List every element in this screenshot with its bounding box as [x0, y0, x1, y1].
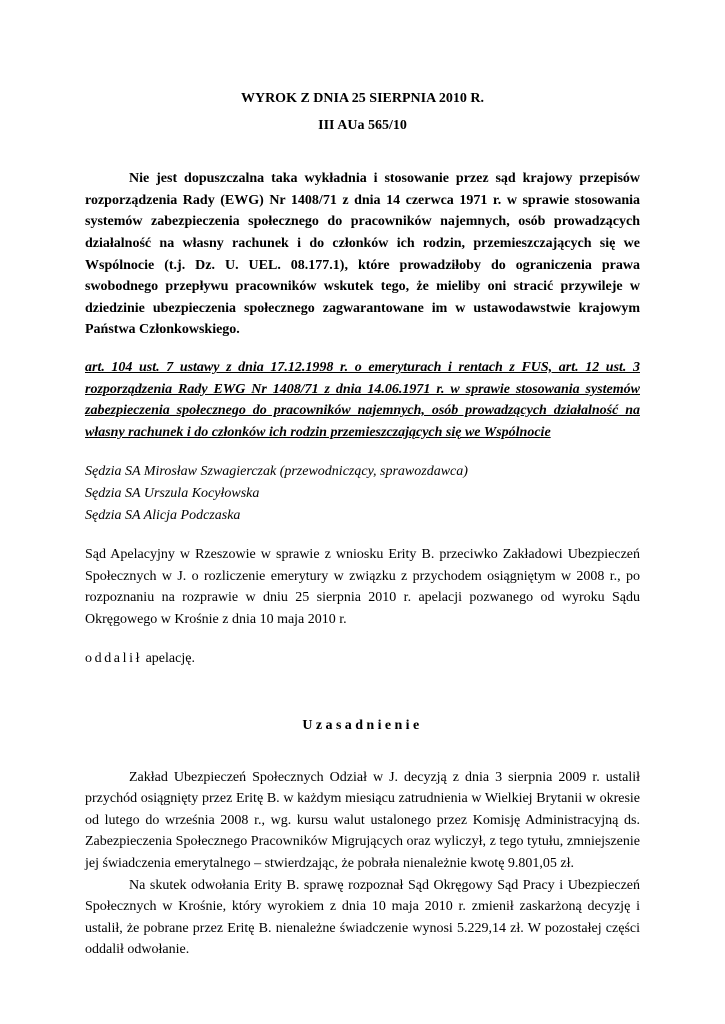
thesis-paragraph: Nie jest dopuszczalna taka wykładnia i stosowanie przez sąd krajowy przepisów rozporządzenia Rady (EWG) Nr 1408/71 z dnia 14 czerwca 1971 r. w sprawie stosowania systemów zabezpieczenia społecznego do pracowników najemnych, osób prowadzących działalność na własny rachunek i do członków ich rodzin, przemieszczających się we Wspólnocie (t.j. Dz. U. UEL. 08.177.1), które prowadziłoby do ograniczenia prawa swobodnego przepływu pracowników wskutek tego, że mieliby oni stracić przywileje w dziedzinie ubezpieczenia społecznego zagwarantowane im w ustawodawstwie krajowym Państwa Członkowskiego. [85, 171, 640, 338]
judge-member: Sędzia SA Alicja Podczaska [85, 507, 241, 523]
justification-heading: Uzasadnienie [302, 718, 423, 734]
judgment-title: WYROK Z DNIA 25 SIERPNIA 2010 R. [240, 91, 485, 106]
judges-list [85, 461, 640, 526]
case-number: III AUa 565/10 [318, 117, 407, 133]
ruling-object: apelację. [145, 651, 195, 667]
justification-paragraph: Na skutek odwołania Erity B. sprawę rozpoznał Sąd Okręgowy Sąd Pracy i Ubezpieczeń Społecznych w Krośnie, który wyrokiem z dnia 10 maja 2010 r. zmienił zaskarżoną decyzję i ustalił, że pobrane przez Eritę B. nienależne świadczenie wynosi 5.229,14 zł. W pozostałej części oddalił odwołanie. [85, 877, 640, 958]
intro-paragraph: Sąd Apelacyjny w Rzeszowie w sprawie z wniosku Erity B. przeciwko Zakładowi Ubezpieczeń Społecznych w J. o rozliczenie emerytury w związku z przychodem osiągniętym w 2008 r., po rozpoznaniu na rozprawie w dniu 25 sierpnia 2010 r. apelacji pozwanego od wyroku Sądu Okręgowego w Krośnie z dnia 10 maja 2010 r. [85, 547, 640, 627]
judge-presiding: Sędzia SA Mirosław Szwagierczak (przewodniczący, sprawozdawca) [85, 464, 468, 480]
ruling [85, 648, 640, 670]
judge-member: Sędzia SA Urszula Kocyłowska [85, 485, 260, 501]
document-page [85, 88, 640, 961]
legal-basis: art. 104 ust. 7 ustawy z dnia 17.12.1998 r. o emeryturach i rentach z FUS, art. 12 ust. 3 rozporządzenia Rady EWG Nr 1408/71 z dnia 14.06.1971 r. w sprawie stosowania systemów zabezpieczenia społecznego do pracowników najemnych, osób prowadzących działalność na własny rachunek i do członków ich rodzin przemieszczających się we Wspólnocie [85, 359, 640, 440]
ruling-verb: oddalił [85, 651, 143, 667]
justification-paragraph: Zakład Ubezpieczeń Społecznych Odział w J. decyzją z dnia 3 sierpnia 2009 r. ustalił przychód osiągnięty przez Eritę B. w każdym miesiącu zatrudnienia w Wielkiej Brytanii w okresie od lutego do września 2008 r., wg. kursu walut ustalonego przez Komisję Administracyjną ds. Zabezpieczenia Społecznego Pracowników Migrujących oraz wyliczył, z tego tytułu, zmniejszenie jej świadczenia emerytalnego – stwierdzając, że pobrała nienależnie kwotę 9.801,05 zł. [85, 769, 640, 872]
